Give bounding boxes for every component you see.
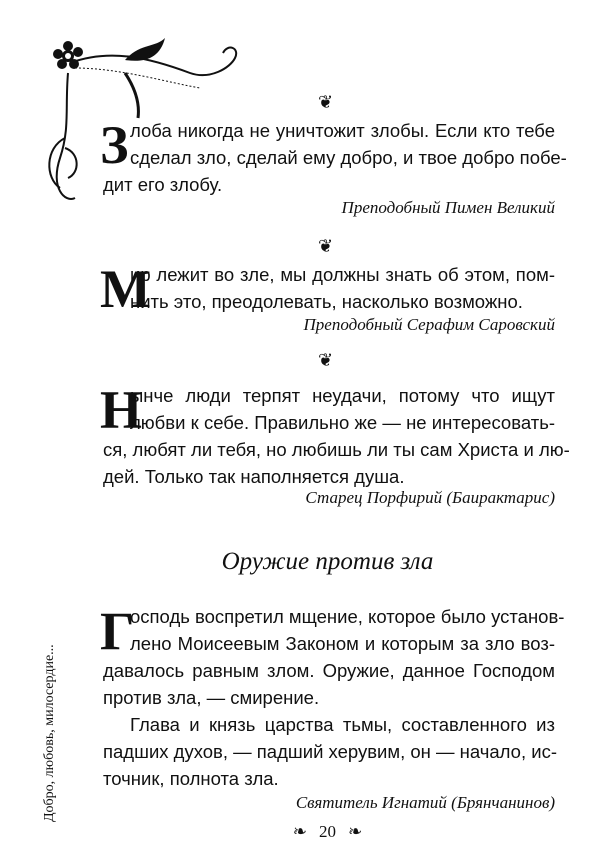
quote-author: Преподобный Пимен Великий xyxy=(341,198,555,217)
text-line: Глава и князь царства тьмы, составленного из xyxy=(130,714,555,735)
text-line: точник, полнота зла. xyxy=(103,768,279,789)
side-running-title: Добро, любовь, милосердие... xyxy=(42,644,57,822)
text-line: дит его злобу. xyxy=(103,174,223,195)
text-line: ынче люди терпят неудачи, потому что ищут xyxy=(130,385,555,406)
text-line: падших духов, — падший херувим, он — начало, ис- xyxy=(103,741,557,762)
section-heading: Оружие против зла xyxy=(221,548,434,575)
quote-author: Святитель Игнатий (Брянчанинов) xyxy=(295,793,555,812)
text-line: против зла, — смирение. xyxy=(103,687,320,708)
drop-cap: М xyxy=(100,259,151,319)
drop-cap: Г xyxy=(100,601,135,661)
text-line: дей. Только так наполняется душа. xyxy=(103,466,405,487)
text-line: любви к себе. Правильно же — не интересовать- xyxy=(130,412,555,433)
page-footer xyxy=(0,822,600,842)
text-line: осподь воспретил мщение, которое было установ- xyxy=(130,606,565,627)
text-line: ся, любят ли тебя, но любишь ли ты сам Христа и лю- xyxy=(103,439,570,460)
page-number: 20 xyxy=(319,822,336,841)
quote-author: Преподобный Серафим Саровский xyxy=(303,315,555,334)
flourish-icon: ❦ xyxy=(318,236,334,256)
text-line: нить это, преодолевать, насколько возможно. xyxy=(130,291,523,312)
text-line: ир лежит во зле, мы должны знать об этом, пом- xyxy=(130,264,555,285)
text-line: давалось равным злом. Оружие, данное Господом xyxy=(103,660,555,681)
quote-author: Старец Порфирий (Баирактарис) xyxy=(305,488,555,507)
text-line: лоба никогда не уничтожит злобы. Если кто тебе xyxy=(130,120,555,141)
drop-cap: З xyxy=(100,115,129,175)
drop-cap: Н xyxy=(100,380,143,440)
text-line: лено Моисеевым Законом и которым за зло воз- xyxy=(130,633,555,654)
text-line: сделал зло, сделай ему добро, и твое добро побе- xyxy=(130,147,567,168)
flourish-icon: ❦ xyxy=(318,92,334,112)
flourish-right-icon: ❧ xyxy=(348,822,363,841)
flourish-icon: ❦ xyxy=(318,350,334,370)
flourish-left-icon: ❧ xyxy=(292,822,307,841)
